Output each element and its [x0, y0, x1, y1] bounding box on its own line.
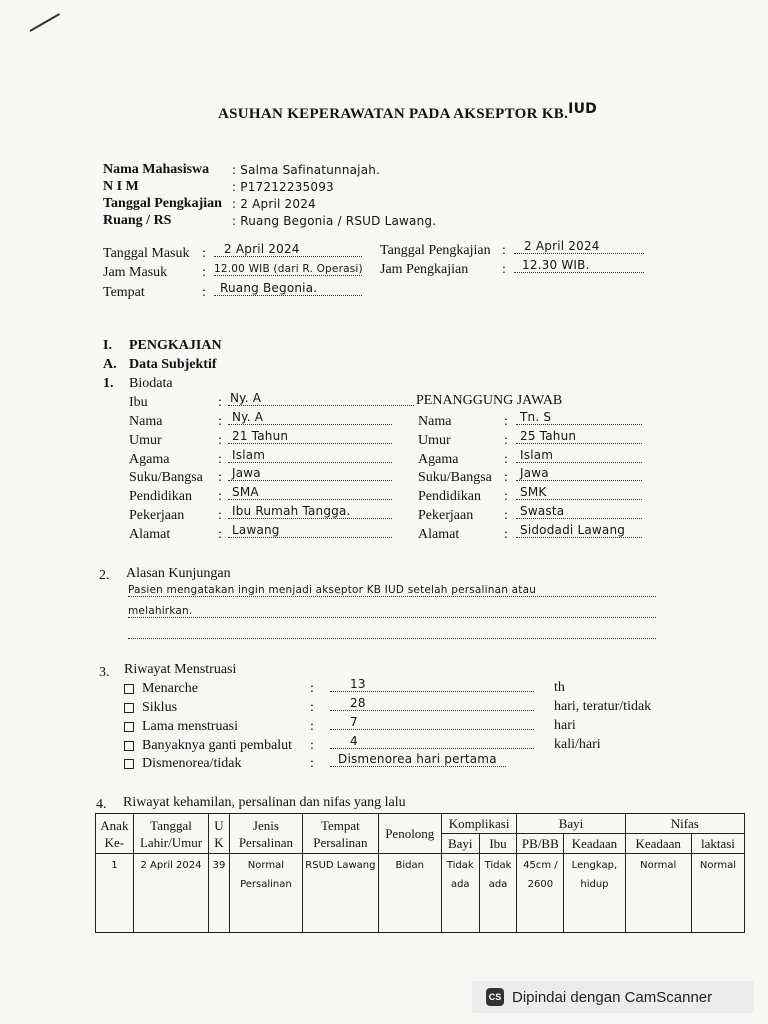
header-birthdate [133, 814, 209, 854]
colon: : [218, 489, 222, 504]
colon: : [218, 527, 222, 542]
room-value: : Ruang Begonia / RSUD Lawang. [232, 214, 437, 228]
colon: : [504, 489, 508, 504]
biodata-value-text: Lawang [232, 523, 280, 537]
section-1-number: I. [103, 338, 112, 353]
assessment-time-value [514, 258, 644, 273]
header-delivery-type [229, 814, 302, 854]
biodata-label: Pendidikan [129, 489, 192, 504]
cell-text: Normal [640, 860, 677, 871]
header-text: Penolong [385, 826, 435, 841]
header-text: Persalinan [238, 834, 293, 850]
header-text: Lahir/Umur [139, 834, 203, 850]
biodata-value [228, 466, 392, 481]
mother-value [228, 391, 414, 406]
header-postpartum-condition [625, 834, 691, 854]
student-name-value: : Salma Safinatunnajah. [232, 163, 381, 177]
visit-reason-line-2 [128, 603, 656, 618]
header-text: U [214, 817, 224, 833]
header-pbbb [517, 834, 564, 854]
colon: : [202, 246, 206, 261]
nim-label: N I M [103, 179, 139, 194]
biodata-value [228, 523, 392, 538]
admission-time-label: Jam Masuk [103, 265, 168, 280]
checkbox-icon[interactable] [124, 741, 134, 751]
menstruation-value [330, 752, 506, 767]
biodata-value-text: Ibu Rumah Tangga. [232, 504, 351, 518]
biodata-label: Pekerjaan [129, 508, 185, 523]
menstruation-value-text: 4 [350, 734, 358, 748]
biodata-value-text: 25 Tahun [520, 429, 577, 443]
visit-reason-line-1 [128, 582, 656, 597]
biodata-value-text: Tn. S [520, 410, 552, 424]
menstruation-item [124, 719, 238, 735]
cell-text: 39 [212, 860, 226, 871]
place-text: Ruang Begonia. [220, 281, 318, 295]
cell-comp-mother [479, 854, 517, 933]
pen-mark [30, 13, 60, 32]
header-baby-condition [564, 834, 625, 854]
menstruation-label: Dismenorea/tidak [142, 756, 242, 771]
header-text: Tanggal [150, 817, 192, 833]
colon: : [504, 527, 508, 542]
biodata-value-text: Ny. A [232, 410, 264, 424]
assessment-date2-value [514, 239, 644, 254]
cell-birthdate [133, 854, 209, 933]
checkbox-icon[interactable] [124, 703, 134, 713]
camscanner-watermark [472, 981, 754, 1013]
menstruation-unit: hari, teratur/tidak [554, 699, 652, 714]
assessment-date2-text: 2 April 2024 [524, 239, 600, 253]
cell-text: 2 April 2024 [140, 860, 202, 871]
header-text: laktasi [700, 836, 735, 851]
header-text: Nifas [670, 816, 699, 831]
biodata-label: Pekerjaan [418, 508, 474, 523]
biodata-value-text: Jawa [232, 466, 261, 480]
header-text: Ibu [489, 836, 507, 851]
admission-date-text: 2 April 2024 [224, 242, 300, 256]
header-postpartum [625, 814, 744, 834]
guardian-header: PENANGGUNG JAWAB [416, 393, 563, 408]
header-uk [209, 814, 229, 854]
header-text: Komplikasi [448, 816, 510, 831]
colon: : [310, 719, 314, 734]
menstruation-unit: kali/hari [554, 737, 601, 752]
mother-label: Ibu [129, 395, 148, 410]
menstruation-label: Siklus [142, 700, 178, 715]
header-text: K [214, 834, 224, 850]
header-complications [441, 814, 517, 834]
biodata-value-text: 21 Tahun [232, 429, 289, 443]
biodata-value [516, 410, 642, 425]
biodata-label: Nama [129, 414, 163, 429]
cell-comp-baby [441, 854, 479, 933]
header-text: Keadaan [571, 836, 618, 851]
colon: : [504, 414, 508, 429]
place-value [214, 281, 362, 296]
menstruation-item [124, 700, 177, 716]
pregnancy-history-table [95, 813, 745, 933]
colon: : [310, 700, 314, 715]
checkbox-icon[interactable] [124, 684, 134, 694]
title-text: ASUHAN KEPERAWATAN PADA AKSEPTOR KB. [218, 106, 569, 122]
document-title [218, 101, 597, 123]
biodata-label: Umur [418, 433, 451, 448]
table-row [96, 854, 745, 933]
biodata-value-text: SMK [520, 485, 547, 499]
header-comp-baby [441, 834, 479, 854]
header-baby [517, 814, 625, 834]
colon: : [202, 265, 206, 280]
section-a-title: Data Subjektif [129, 357, 217, 372]
menstruation-item [124, 681, 198, 697]
cell-text: Normal Persalinan [240, 860, 292, 890]
nim-value: : P17212235093 [232, 180, 334, 194]
cell-postpartum-condition [625, 854, 691, 933]
colon: : [218, 433, 222, 448]
assessment-date-value: : 2 April 2024 [232, 197, 316, 211]
header-lactation [691, 834, 744, 854]
menstruation-item [124, 738, 292, 754]
cell-text: Tidak ada [446, 860, 474, 890]
biodata-label: Suku/Bangsa [418, 470, 492, 485]
header-text: PB/BB [521, 836, 559, 851]
header-text: Ke- [104, 834, 125, 850]
menstruation-value-text: 13 [350, 677, 366, 691]
menstruation-label: Banyaknya ganti pembalut [142, 738, 293, 753]
colon: : [504, 508, 508, 523]
biodata-value-text: Sidodadi Lawang [520, 523, 626, 537]
room-label: Ruang / RS [103, 213, 172, 228]
biodata-label: Nama [418, 414, 452, 429]
checkbox-icon[interactable] [124, 722, 134, 732]
camscanner-text: Dipindai dengan CamScanner [512, 988, 713, 1006]
section-1-title: PENGKAJIAN [129, 338, 222, 353]
mother-text: Ny. A [230, 391, 262, 405]
menstruation-value-text: 7 [350, 715, 358, 729]
cell-pbbb [517, 854, 564, 933]
header-text: Anak [100, 817, 129, 833]
biodata-value [228, 410, 392, 425]
colon: : [310, 681, 314, 696]
biodata-label: Alamat [418, 527, 460, 542]
menstruation-number: 3. [99, 665, 110, 680]
cell-text: RSUD Lawang [305, 860, 376, 871]
biodata-value [516, 504, 642, 519]
biodata-label: Agama [129, 452, 170, 467]
title-handwritten: IUD [568, 101, 597, 117]
assessment-time-text: 12.30 WIB. [522, 258, 590, 272]
menstruation-value-text: Dismenorea hari pertama [338, 752, 497, 766]
place-label: Tempat [103, 285, 145, 300]
biodata-label: Suku/Bangsa [129, 470, 203, 485]
biodata-value-text: Swasta [520, 504, 565, 518]
colon: : [218, 414, 222, 429]
assessment-date-label: Tanggal Pengkajian [103, 196, 222, 211]
cell-text: Bidan [395, 860, 424, 871]
cell-text: 45cm / 2600 [523, 860, 558, 890]
biodata-value [516, 448, 642, 463]
menstruation-value [330, 734, 534, 749]
header-text: Persalinan [313, 834, 368, 850]
table-header-row [96, 814, 745, 834]
cell-text: Lengkap, hidup [571, 860, 618, 890]
student-name-label: Nama Mahasiswa [103, 162, 210, 177]
cell-uk [209, 854, 229, 933]
biodata-label: Pendidikan [418, 489, 481, 504]
cell-delivery-place [303, 854, 379, 933]
cell-text: Tidak ada [484, 860, 512, 890]
colon: : [218, 508, 222, 523]
menstruation-item [124, 756, 242, 772]
history-title: Riwayat kehamilan, persalinan dan nifas yang lalu [123, 795, 406, 810]
section-a-number: A. [103, 357, 117, 372]
header-comp-mother [479, 834, 517, 854]
colon: : [504, 470, 508, 485]
menstruation-value [330, 715, 534, 730]
menstruation-value-text: 28 [350, 696, 366, 710]
biodata-label: Alamat [129, 527, 171, 542]
biodata-value [516, 466, 642, 481]
colon: : [310, 738, 314, 753]
biodata-value-text: SMA [232, 485, 259, 499]
colon: : [202, 285, 206, 300]
colon: : [310, 756, 314, 771]
cell-helper [378, 854, 441, 933]
admission-date-label: Tanggal Masuk [103, 246, 190, 261]
cell-child [96, 854, 134, 933]
menstruation-unit: th [554, 680, 565, 695]
cell-baby-condition [564, 854, 625, 933]
menstruation-value [330, 677, 534, 692]
visit-number: 2. [99, 568, 110, 583]
biodata-title: Biodata [129, 376, 173, 391]
biodata-value-text: Islam [232, 448, 266, 462]
cell-lactation [691, 854, 744, 933]
history-number: 4. [96, 797, 107, 812]
header-text: Keadaan [635, 836, 681, 851]
colon: : [502, 243, 506, 258]
menstruation-unit: hari [554, 718, 576, 733]
camscanner-logo-icon: CS [486, 988, 504, 1006]
biodata-value [516, 485, 642, 500]
menstruation-label: Menarche [142, 681, 198, 696]
biodata-value [228, 429, 392, 444]
assessment-date2-label: Tanggal Pengkajian [380, 243, 491, 258]
biodata-value-text: Islam [520, 448, 554, 462]
biodata-value [516, 523, 642, 538]
menstruation-value [330, 696, 534, 711]
colon: : [504, 433, 508, 448]
admission-time-value [214, 261, 362, 276]
biodata-label: Umur [129, 433, 162, 448]
colon: : [218, 452, 222, 467]
biodata-label: Agama [418, 452, 459, 467]
biodata-number: 1. [103, 376, 114, 391]
cell-text: Normal [699, 860, 737, 871]
cell-text: 1 [111, 860, 118, 871]
header-text: Jenis [252, 817, 279, 833]
menstruation-title: Riwayat Menstruasi [124, 662, 237, 677]
biodata-value [228, 448, 392, 463]
visit-title: Alasan Kunjungan [126, 566, 231, 581]
header-text: Tempat [320, 817, 360, 833]
header-child [96, 814, 134, 854]
admission-date-value [214, 242, 362, 257]
colon: : [502, 262, 506, 277]
biodata-value [228, 485, 392, 500]
checkbox-icon[interactable] [124, 759, 134, 769]
colon: : [504, 452, 508, 467]
visit-reason-text-2: melahirkan. [128, 605, 193, 617]
colon: : [218, 395, 222, 410]
cell-delivery-type [229, 854, 302, 933]
biodata-value [228, 504, 392, 519]
colon: : [218, 470, 222, 485]
menstruation-label: Lama menstruasi [142, 719, 239, 734]
visit-reason-line-3 [128, 624, 656, 639]
biodata-value-text: Jawa [520, 466, 549, 480]
header-delivery-place [303, 814, 379, 854]
header-text: Bayi [447, 836, 473, 851]
header-text: Bayi [558, 816, 584, 831]
header-helper [378, 814, 441, 854]
assessment-time-label: Jam Pengkajian [380, 262, 469, 277]
admission-time-text: 12.00 WIB (dari R. Operasi) [214, 263, 363, 275]
visit-reason-text-1: Pasien mengatakan ingin menjadi akseptor KB IUD setelah persalinan atau [128, 584, 537, 596]
biodata-value [516, 429, 642, 444]
